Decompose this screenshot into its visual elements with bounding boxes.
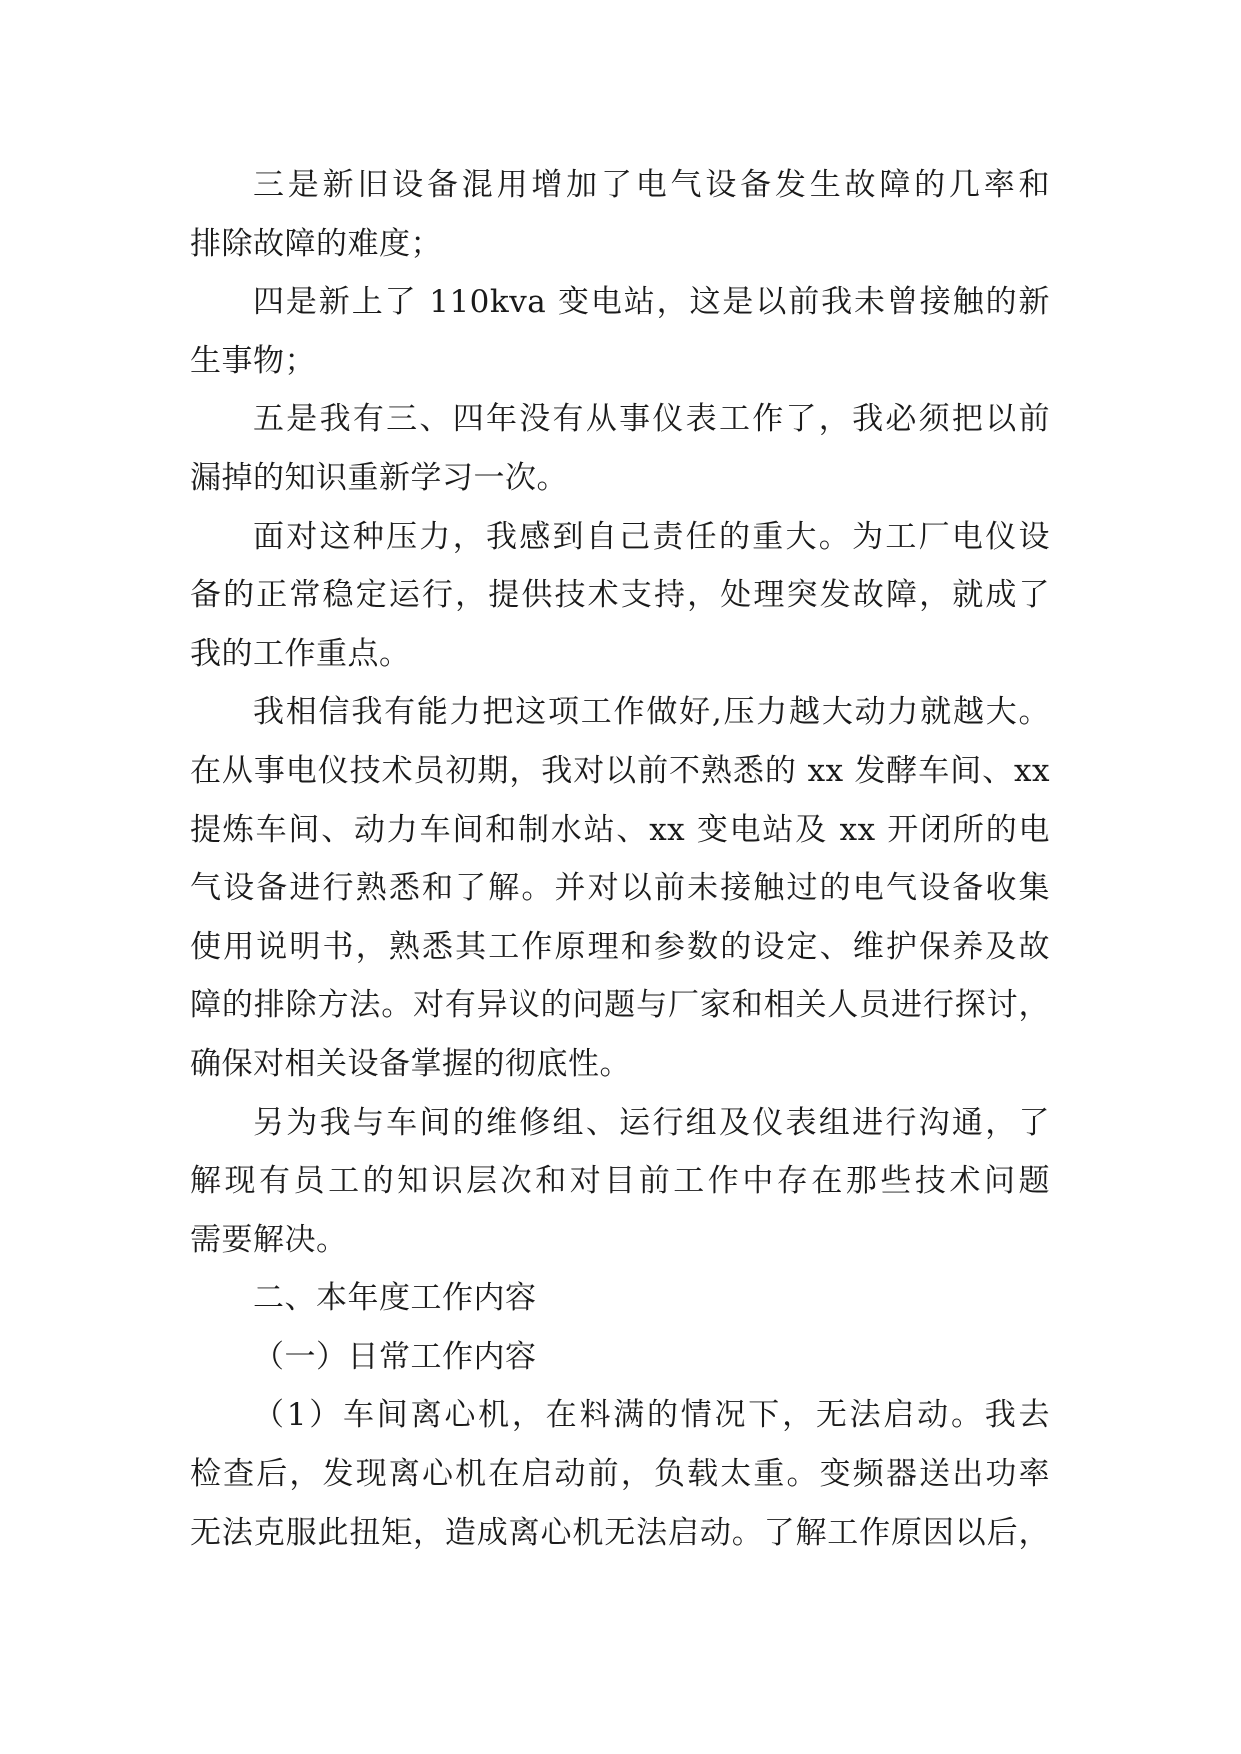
text-line: 确保对相关设备掌握的彻底性。 (190, 1045, 631, 1082)
text-line: 面对这种压力，我感到自己责任的重大。为工厂电仪设 (253, 518, 1050, 555)
text-line: 生事物； (190, 342, 316, 379)
text-line: 气设备进行熟悉和了解。并对以前未接触过的电气设备收集 (190, 870, 1050, 907)
text-line: 四是新上了 110kva 变电站，这是以前我未曾接触的新 (253, 284, 1050, 321)
text-line: 提炼车间、动力车间和制水站、xx 变电站及 xx 开闭所的电 (190, 811, 1050, 848)
subsection-heading: （一）日常工作内容 (253, 1338, 537, 1375)
text-line: 解现有员工的知识层次和对目前工作中存在那些技术问题 (190, 1163, 1050, 1200)
text-line: 使用说明书，熟悉其工作原理和参数的设定、维护保养及故 (190, 928, 1050, 965)
document-body (190, 156, 1050, 1562)
text-line: 漏掉的知识重新学习一次。 (190, 459, 568, 496)
text-line: 排除故障的难度； (190, 225, 442, 262)
text-line: 另为我与车间的维修组、运行组及仪表组进行沟通，了 (253, 1104, 1050, 1141)
text-line: 五是我有三、四年没有从事仪表工作了，我必须把以前 (253, 401, 1050, 438)
text-line: 需要解决。 (190, 1221, 348, 1258)
text-line: 检查后，发现离心机在启动前，负载太重。变频器送出功率 (190, 1456, 1050, 1493)
text-line: （1）车间离心机，在料满的情况下，无法启动。我去 (253, 1397, 1050, 1434)
text-line: 障的排除方法。对有异议的问题与厂家和相关人员进行探讨， (190, 987, 1050, 1024)
text-line: 我的工作重点。 (190, 635, 411, 672)
text-line: 三是新旧设备混用增加了电气设备发生故障的几率和 (253, 167, 1050, 203)
text-line: 无法克服此扭矩，造成离心机无法启动。了解工作原因以后， (190, 1514, 1050, 1551)
section-heading: 二、本年度工作内容 (253, 1280, 537, 1317)
text-line: 备的正常稳定运行，提供技术支持，处理突发故障，就成了 (190, 577, 1050, 614)
text-line: 在从事电仪技术员初期，我对以前不熟悉的 xx 发酵车间、xx (190, 752, 1050, 789)
text-line: 我相信我有能力把这项工作做好,压力越大动力就越大。 (253, 694, 1050, 731)
